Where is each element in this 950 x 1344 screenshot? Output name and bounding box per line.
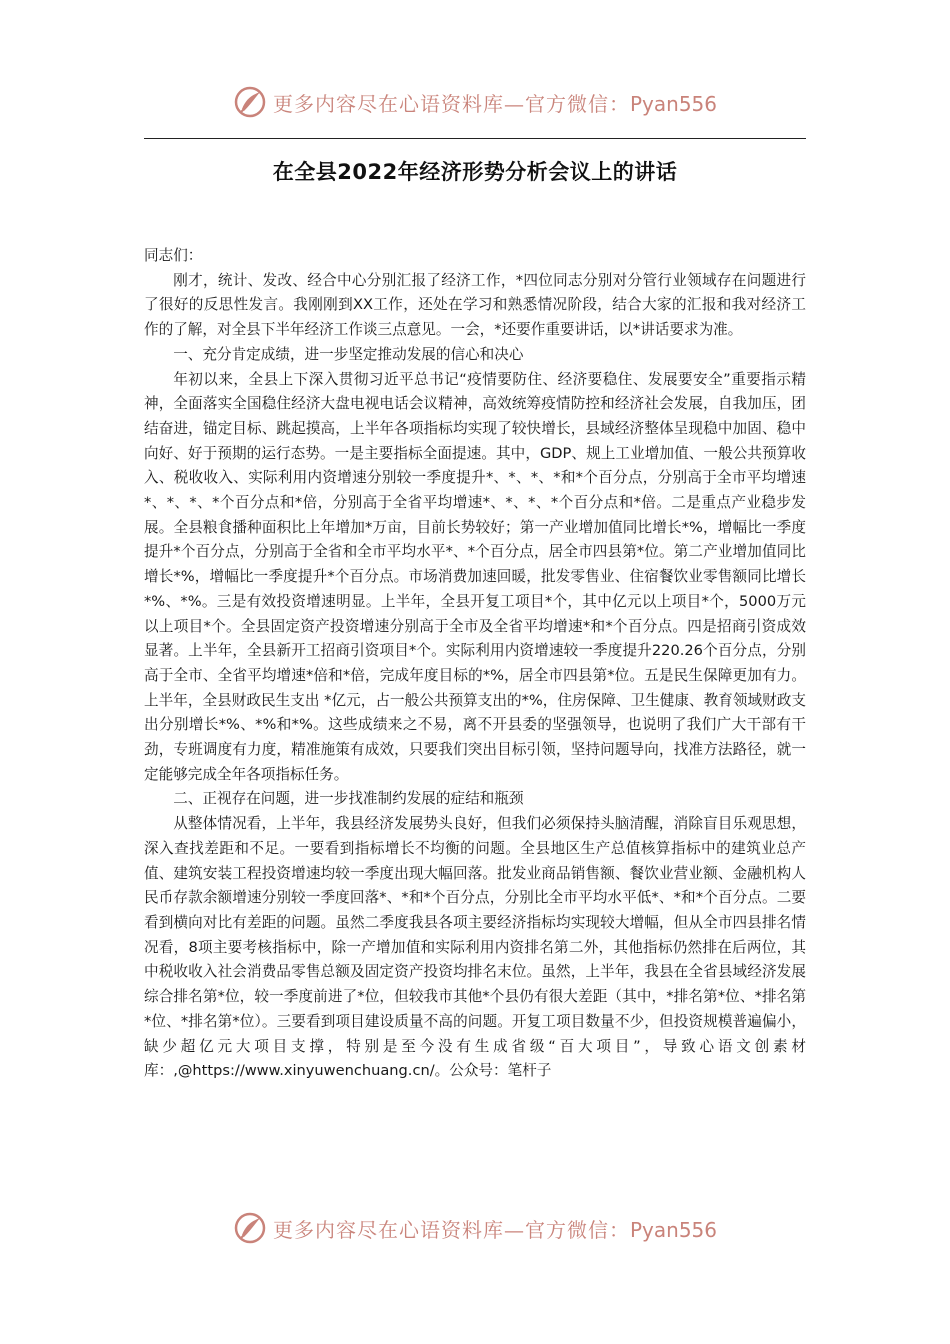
salutation: 同志们： [144,247,203,264]
banner-slogan: 更多内容尽在心语资料库—官方微信： [272,1217,630,1242]
banner-wechat-id: Pyan556 [629,1217,717,1242]
document-title: 在全县2022年经济形势分析会议上的讲话 [272,160,678,184]
banner-slogan: 更多内容尽在心语资料库—官方微信： [272,91,630,116]
header-divider [144,138,806,139]
banner-wechat-id: Pyan556 [629,91,717,116]
section-heading: 一、充分肯定成绩，进一步坚定推动发展的信心和决心 [173,345,524,363]
paragraph: 年初以来，全县上下深入贯彻习近平总书记“疫情要防住、经济要稳住、发展要安全”重要指示精神，全面落实全国稳住经济大盘电视电话会议精神，高效统筹疫情防控和经济社会发展，自我加压，团结奋进，锚定目标、跳起摸高，上半年各项指标均实现了较快增长，县域经济整体呈现稳中加固、稳中向好、好于预期的运行态势。一是主要指标全面提速。其中，GDP、规上工业增加值、一般公共预算收入、税收收入、实际利用内资增速分别较一季度提升*、*、*、*和*个百分点，分别高于全市平均增速*、*、*、*个百分点和*倍，分别高于全省平均增速*、*、*、*个百分点和*倍。二是重点产业稳步发展。全县粮食播种面积比上年增加*万亩，目前长势较好；第一产业增加值同比增长*%，增幅比一季度提升*个百分点，分别高于全省和全市平均水平*、*个百分点，居全市四县第*位。第二产业增加值同比增长*%，增幅比一季度提升*个百分点。市场消费加速回暖，批发零售业、住宿餐饮业零售额同比增长*%、*%。三是有效投资增速明显。上半年，全县开复工项目*个，其中亿元以上项目*个，5000万元以上项目*个。全县固定资产投资增速分别高于全市及全省平均增速*和*个百分点。四是招商引资成效显著。上半年，全县新开工招商引资项目*个。实际利用内资增速较一季度提升220.26个百分点，分别高于全市、全省平均增速*倍和*倍，完成年度目标的*%，居全市四县第*位。五是民生保障更加有力。上半年，全县财政民生支出 *亿元，占一般公共预算支出的*%，住房保障、卫生健康、教育领域财政支出分别增长*%、*%和*%。这些成绩来之不易，离不开县委的坚强领导，也说明了我们广大干部有干劲，专班调度有力度，精准施策有成效，只要我们突出目标引领，坚持问题导向，找准方法路径，就一定能够完成全年各项指标任务。 [144,370,806,783]
brush-circle-logo-icon [233,85,267,119]
paragraph: 刚才，统计、发改、经合中心分别汇报了经济工作，*四位同志分别对分管行业领域存在问题进行了很好的反思性发言。我刚刚到XX工作，还处在学习和熟悉情况阶段，结合大家的汇报和我对经济工作的了解，对全县下半年经济工作谈三点意见。一会，*还要作重要讲话，以*讲话要求为准。 [144,271,806,339]
header-banner [0,82,950,122]
section-heading: 二、正视存在问题，进一步找准制约发展的症结和瓶颈 [173,790,524,808]
brush-circle-logo-icon [233,1211,267,1245]
footer-banner [0,1208,950,1248]
document-body [144,244,806,1084]
paragraph: 从整体情况看，上半年，我县经济发展势头良好，但我们必须保持头脑清醒，消除盲目乐观思想，深入查找差距和不足。一要看到指标增长不均衡的问题。全县地区生产总值核算指标中的建筑业总产值、建筑安装工程投资增速均较一季度出现大幅回落。批发业商品销售额、餐饮业营业额、金融机构人民币存款余额增速分别较一季度回落*、*和*个百分点，分别比全市平均水平低*、*和*个百分点。二要看到横向对比有差距的问题。虽然二季度我县各项主要经济指标均实现较大增幅，但从全市四县排名情况看，8项主要考核指标中，除一产增加值和实际利用内资排名第二外，其他指标仍然排在后两位，其中税收收入社会消费品零售总额及固定资产投资均排名末位。虽然，上半年，我县在全省县域经济发展综合排名第*位，较一季度前进了*位，但较我市其他*个县仍有很大差距（其中，*排名第*位、*排名第*位、*排名第*位）。三要看到项目建设质量不高的问题。开复工项目数量不少，但投资规模普遍偏小，缺少超亿元大项目支撑，特别是至今没有生成省级“百大项目”，导致心语文创素材库：,@https://www.xinyuwenchuang.cn/。公众号：笔杆子 [144,815,806,1080]
banner-text [273,88,717,117]
banner-text [273,1214,717,1243]
